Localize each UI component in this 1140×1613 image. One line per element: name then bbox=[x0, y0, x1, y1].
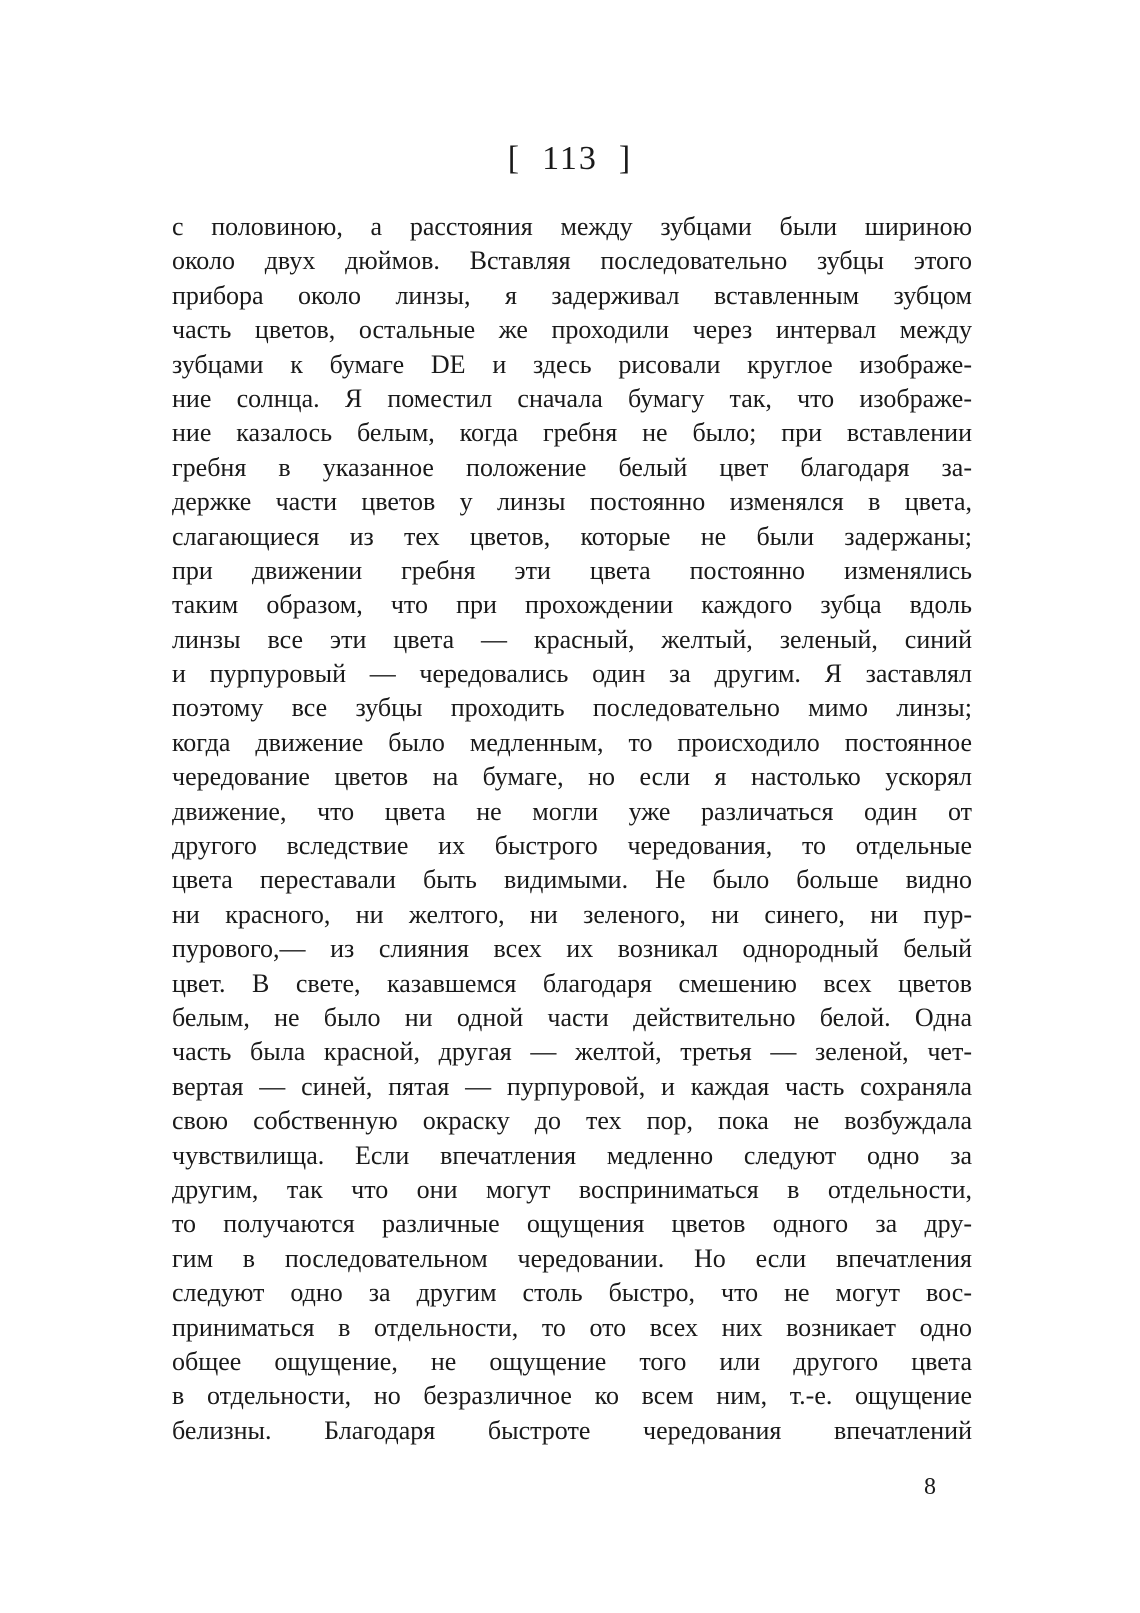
body-text bbox=[172, 210, 972, 1448]
text-line: ни красного, ни желтого, ни зеленого, ни синего, ни пур- bbox=[172, 899, 972, 929]
text-line: часть цветов, остальные же проходили через интервал между bbox=[172, 315, 972, 345]
text-line: белым, не было ни одной части действительно белой. Одна bbox=[172, 1002, 972, 1032]
text-line: чувствилища. Если впечатления медленно следуют одно за bbox=[172, 1140, 972, 1170]
text-line: цвета переставали быть видимыми. Не было больше видно bbox=[172, 865, 972, 895]
text-line: чередование цветов на бумаге, но если я настолько ускорял bbox=[172, 762, 972, 792]
text-line: ние казалось белым, когда гребня не было; при вставлении bbox=[172, 418, 972, 448]
text-line: цвет. В свете, казавшемся благодаря смешению всех цветов bbox=[172, 968, 972, 998]
text-line: гребня в указанное положение белый цвет благодаря за- bbox=[172, 452, 972, 482]
text-line: общее ощущение, не ощущение того или другого цвета bbox=[172, 1346, 972, 1376]
text-line: с половиною, а расстояния между зубцами были шириною bbox=[172, 212, 972, 241]
text-line: таким образом, что при прохождении каждого зубца вдоль bbox=[172, 590, 972, 620]
text-line: белизны. Благодаря быстроте чередования впечатлений bbox=[172, 1415, 972, 1445]
text-line: линзы все эти цвета — красный, желтый, зеленый, синий bbox=[172, 624, 972, 654]
text-line: гим в последовательном чередовании. Но если впечатления bbox=[172, 1243, 972, 1273]
text-line: в отдельности, но безразличное ко всем ним, т.-е. ощущение bbox=[172, 1381, 972, 1411]
text-line: когда движение было медленным, то происходило постоянное bbox=[172, 727, 972, 757]
text-line: зубцами к бумаге DE и здесь рисовали круглое изображе- bbox=[172, 349, 972, 379]
text-line: слагающиеся из тех цветов, которые не были задержаны; bbox=[172, 521, 972, 551]
signature-mark: 8 bbox=[924, 1474, 936, 1500]
text-line: пурового,— из слияния всех их возникал однородный белый bbox=[172, 934, 972, 964]
text-line: вертая — синей, пятая — пурпуровой, и каждая часть сохраняла bbox=[172, 1071, 972, 1101]
text-line: прибора около линзы, я задерживал вставленным зубцом bbox=[172, 280, 972, 310]
text-line: при движении гребня эти цвета постоянно изменялись bbox=[172, 555, 972, 585]
text-line: другого вследствие их быстрого чередования, то отдельные bbox=[172, 831, 972, 861]
text-line: то получаются различные ощущения цветов одного за дру- bbox=[172, 1209, 972, 1239]
text-line: движение, что цвета не могли уже различаться один от bbox=[172, 796, 972, 826]
text-line: ние солнца. Я поместил сначала бумагу так, что изображе- bbox=[172, 383, 972, 413]
text-line: около двух дюймов. Вставляя последовательно зубцы этого bbox=[172, 246, 972, 276]
text-line: держке части цветов у линзы постоянно изменялся в цвета, bbox=[172, 487, 972, 517]
text-line: поэтому все зубцы проходить последовательно мимо линзы; bbox=[172, 693, 972, 723]
text-line: и пурпуровый — чередовались один за другим. Я заставлял bbox=[172, 659, 972, 689]
text-line: следуют одно за другим столь быстро, что не могут вос- bbox=[172, 1278, 972, 1308]
text-line: свою собственную окраску до тех пор, пока не возбуждала bbox=[172, 1106, 972, 1136]
page-number: [ 113 ] bbox=[507, 140, 633, 177]
text-line: другим, так что они могут восприниматься в отдельности, bbox=[172, 1174, 972, 1204]
text-line: часть была красной, другая — желтой, третья — зеленой, чет- bbox=[172, 1037, 972, 1067]
text-line: приниматься в отдельности, то ото всех них возникает одно bbox=[172, 1312, 972, 1342]
